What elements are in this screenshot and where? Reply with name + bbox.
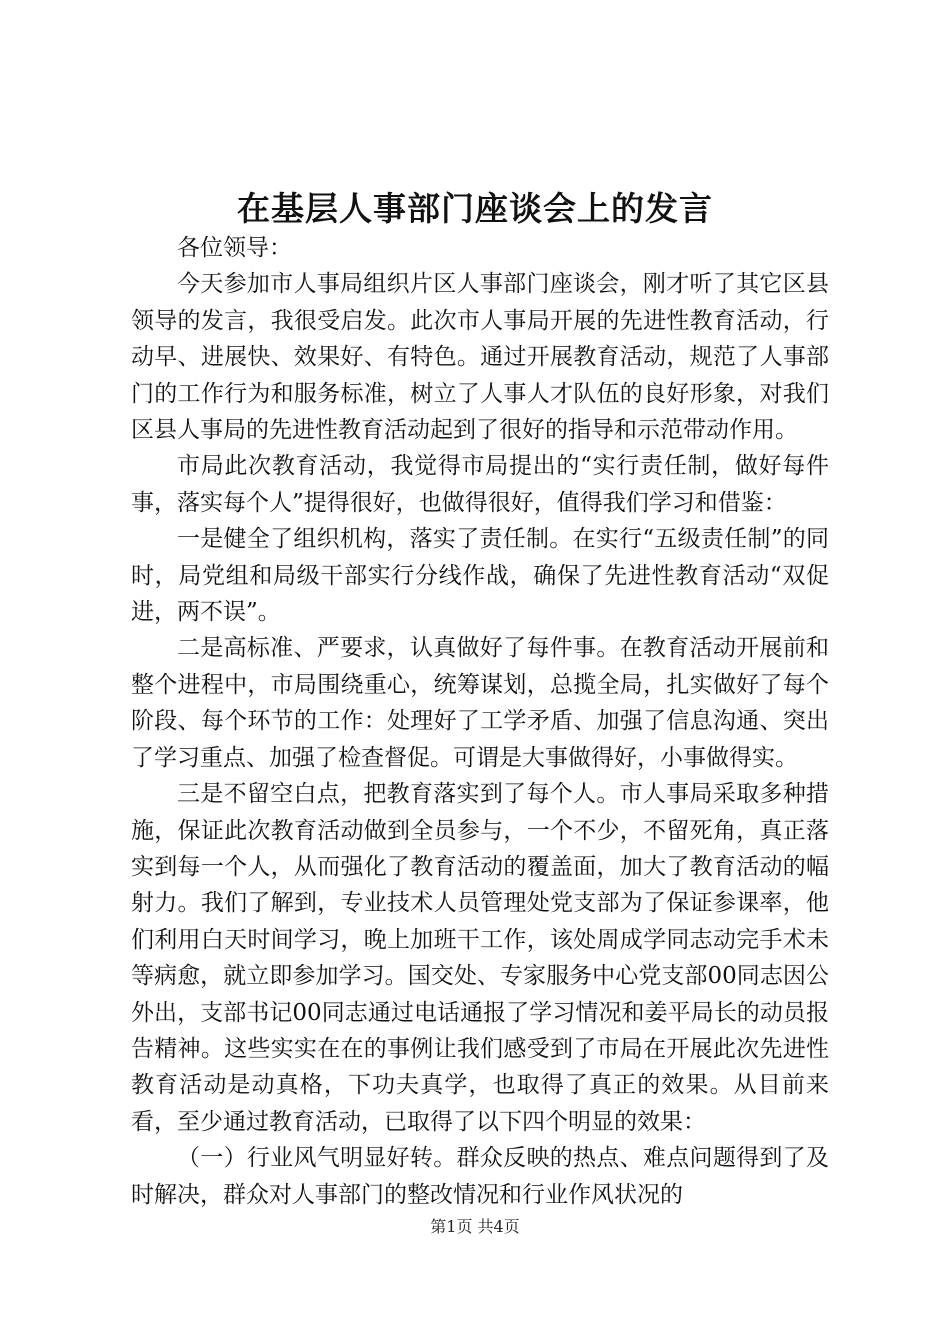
body-paragraph: （一）行业风气明显好转。群众反映的热点、难点问题得到了及时解决，群众对人事部门的整改情况和行业作风状况的 bbox=[131, 1145, 829, 1208]
document-body bbox=[131, 230, 829, 1213]
body-paragraph: 一是健全了组织机构，落实了责任制。在实行“五级责任制”的同时，局党组和局级干部实行分线作战，确保了先进性教育活动“双促进，两不误”。 bbox=[131, 526, 829, 626]
page-number-footer: 第1页 共4页 bbox=[430, 1217, 520, 1236]
body-paragraph: 二是高标准、严要求，认真做好了每件事。在教育活动开展前和整个进程中，市局围绕重心，统筹谋划，总揽全局，扎实做好了每个阶段、每个环节的工作：处理好了工学矛盾、加强了信息沟通、突出了学习重点、加强了检查督促。可谓是大事做得好，小事做得实。 bbox=[131, 635, 829, 771]
body-paragraph: 今天参加市人事局组织片区人事部门座谈会，刚才听了其它区县领导的发言，我很受启发。此次市人事局开展的先进性教育活动，行动早、进展快、效果好、有特色。通过开展教育活动，规范了人事部门的工作行为和服务标准，树立了人事人才队伍的良好形象，对我们区县人事局的先进性教育活动起到了很好的指导和示范带动作用。 bbox=[131, 271, 829, 444]
salutation-paragraph: 各位领导： bbox=[177, 235, 292, 261]
body-paragraph: 三是不留空白点，把教育落实到了每个人。市人事局采取多种措施，保证此次教育活动做到全员参与，一个不少，不留死角，真正落实到每一个人，从而强化了教育活动的覆盖面，加大了教育活动的幅射力。我们了解到，专业技术人员管理处党支部为了保证参课率，他们利用白天时间学习，晚上加班干工作，该处周成学同志动完手术未等病愈，就立即参加学习。国交处、专家服务中心党支部00同志因公外出，支部书记00同志通过电话通报了学习情况和姜平局长的动员报告精神。这些实实在在的事例让我们感受到了市局在开展此次先进性教育活动是动真格，下功夫真学，也取得了真正的效果。从目前来看，至少通过教育活动，已取得了以下四个明显的效果： bbox=[131, 781, 829, 1135]
document-title: 在基层人事部门座谈会上的发言 bbox=[237, 189, 713, 228]
body-paragraph: 市局此次教育活动，我觉得市局提出的“实行责任制，做好每件事，落实每个人”提得很好，也做得很好，值得我们学习和借鉴： bbox=[131, 453, 829, 516]
